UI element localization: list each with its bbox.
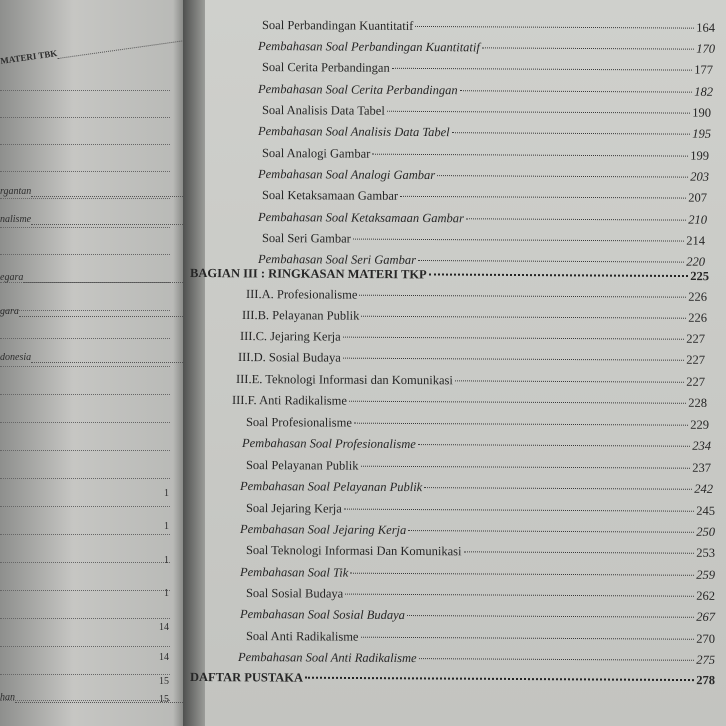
toc-entry-title: Soal Profesionalisme bbox=[245, 415, 352, 430]
left-page-page-number: 1 bbox=[164, 588, 169, 599]
toc-entry-title: Pembahasan Soal Analisis Data Tabel bbox=[257, 124, 450, 140]
left-page-dot-leader bbox=[0, 422, 170, 423]
left-page bbox=[0, 0, 183, 726]
left-page-dot-leader bbox=[0, 478, 170, 479]
toc-entry-title: Pembahasan Soal Jejaring Kerja bbox=[239, 522, 407, 538]
toc-entry bbox=[262, 188, 707, 206]
toc-entry-page-number: 270 bbox=[696, 631, 716, 646]
toc-entry-title: Pembahasan Soal Pelayanan Publik bbox=[239, 479, 423, 495]
left-page-dot-leader bbox=[0, 227, 170, 228]
left-page-page-number: 15 bbox=[159, 694, 169, 705]
toc-entry bbox=[258, 82, 713, 100]
toc-entry-page-number: 234 bbox=[692, 438, 712, 453]
toc-entry-page-number: 237 bbox=[692, 460, 712, 475]
toc-entry-title: Soal Sosial Budaya bbox=[245, 586, 344, 601]
toc-entry bbox=[238, 350, 705, 368]
left-page-page-number: 14 bbox=[159, 652, 169, 663]
toc-entry-title: Pembahasan Soal Profesionalisme bbox=[241, 436, 416, 452]
left-page-dot-leader bbox=[0, 366, 170, 367]
toc-entry bbox=[190, 670, 715, 688]
left-page-dot-leader bbox=[0, 171, 170, 172]
left-page-page-number: 15 bbox=[159, 676, 169, 687]
toc-entry bbox=[246, 415, 709, 433]
toc-entry-page-number: 203 bbox=[690, 169, 710, 184]
toc-entry-title: BAGIAN III : RINGKASAN MATERI TKP bbox=[189, 266, 427, 282]
left-page-dot-leader bbox=[0, 590, 170, 591]
left-page-entry-fragment: nalisme bbox=[0, 214, 32, 225]
left-page-page-number: 14 bbox=[159, 622, 169, 633]
dot-leader bbox=[344, 509, 694, 512]
toc-entry-title: III.C. Jejaring Kerja bbox=[239, 329, 341, 344]
dot-leader bbox=[343, 358, 684, 361]
toc-entry-title: Pembahasan Soal Tik bbox=[239, 565, 349, 580]
dot-leader bbox=[482, 47, 694, 49]
dot-leader bbox=[372, 154, 688, 157]
left-page-dot-leader bbox=[0, 562, 170, 563]
toc-entry-title: III.D. Sosial Budaya bbox=[237, 350, 341, 365]
toc-entry bbox=[246, 287, 707, 305]
toc-entry-page-number: 164 bbox=[696, 20, 716, 35]
toc-entry-page-number: 262 bbox=[696, 588, 716, 603]
left-page-entry-fragment: han bbox=[0, 692, 15, 703]
toc-entry bbox=[262, 60, 713, 78]
toc-entry bbox=[236, 372, 705, 390]
left-page-entry-fragment: rgantan bbox=[0, 186, 32, 197]
toc-entry-page-number: 245 bbox=[696, 503, 716, 518]
toc-entry bbox=[232, 393, 707, 411]
left-page-page-number: 1 bbox=[164, 521, 169, 532]
toc-entry-title: III.E. Teknologi Informasi dan Komunikasi bbox=[235, 372, 453, 388]
left-page-dot-leader bbox=[0, 117, 170, 118]
left-page-dot-leader bbox=[0, 310, 170, 311]
toc-entry-page-number: 207 bbox=[688, 190, 708, 205]
toc-entry bbox=[262, 18, 715, 36]
toc-entry bbox=[240, 329, 705, 347]
toc-entry bbox=[246, 586, 715, 604]
toc-entry-page-number: 229 bbox=[690, 417, 710, 432]
left-page-entry-fragment: gara bbox=[0, 306, 19, 317]
dot-leader bbox=[400, 196, 686, 199]
toc-entry-title: Soal Seri Gambar bbox=[261, 231, 351, 246]
toc-entry-title: Soal Analogi Gambar bbox=[261, 146, 371, 161]
toc-entry-title: Pembahasan Soal Analogi Gambar bbox=[257, 167, 436, 183]
left-page-page-number: 1 bbox=[164, 555, 169, 566]
toc-entry-page-number: 250 bbox=[696, 524, 716, 539]
toc-entry-page-number: 253 bbox=[696, 545, 716, 560]
toc-entry-page-number: 226 bbox=[688, 289, 708, 304]
left-page-dot-leader bbox=[0, 338, 170, 339]
toc-entry bbox=[240, 607, 715, 625]
toc-entry-page-number: 242 bbox=[694, 481, 714, 496]
toc-entry-page-number: 199 bbox=[690, 148, 710, 163]
toc-entry bbox=[262, 146, 709, 164]
toc-entry bbox=[238, 650, 715, 668]
left-page-dot-leader bbox=[0, 646, 170, 647]
toc-entry-title: Pembahasan Soal Cerita Perbandingan bbox=[257, 82, 458, 98]
dot-leader bbox=[407, 615, 694, 618]
toc-entry bbox=[258, 124, 711, 142]
left-page-dot-leader bbox=[0, 674, 170, 675]
toc-entry bbox=[240, 522, 715, 540]
toc-entry bbox=[262, 231, 705, 249]
left-page-dot-leader bbox=[0, 90, 170, 91]
toc-entry-title: Soal Anti Radikalisme bbox=[245, 629, 359, 644]
toc-entry-page-number: 227 bbox=[686, 374, 706, 389]
toc-entry bbox=[258, 39, 715, 57]
toc-entry-page-number: 259 bbox=[696, 567, 716, 582]
toc-entry-title: Pembahasan Soal Perbandingan Kuantitatif bbox=[257, 39, 480, 55]
dot-leader bbox=[359, 295, 686, 298]
left-page-entry-fragment: egara bbox=[0, 272, 24, 283]
toc-entry-page-number: 278 bbox=[696, 673, 716, 688]
dot-leader bbox=[460, 90, 693, 92]
dot-leader bbox=[424, 487, 692, 490]
toc-entry-title: Soal Teknologi Informasi Dan Komunikasi bbox=[245, 543, 462, 559]
left-page-page-number: 1 bbox=[164, 488, 169, 499]
left-page-dot-leader bbox=[0, 198, 170, 199]
toc-entry bbox=[240, 565, 715, 583]
toc-entry-title: Pembahasan Soal Seri Gambar bbox=[257, 252, 417, 267]
toc-entry-title: Soal Analisis Data Tabel bbox=[261, 103, 385, 118]
left-page-dot-leader bbox=[0, 144, 170, 145]
toc-entry bbox=[246, 458, 711, 476]
left-page-heading: MATERI TBK bbox=[0, 48, 58, 66]
toc-entry-page-number: 275 bbox=[696, 652, 716, 667]
toc-entry-title: III.A. Profesionalisme bbox=[245, 287, 358, 302]
dot-leader bbox=[429, 273, 689, 277]
toc-entry-title: Pembahasan Soal Anti Radikalisme bbox=[237, 650, 417, 666]
toc-entry bbox=[246, 543, 715, 561]
toc-entry bbox=[190, 266, 709, 284]
toc-entry-title: Pembahasan Soal Ketaksamaan Gambar bbox=[257, 210, 464, 226]
dot-leader bbox=[415, 26, 694, 29]
toc-entry-page-number: 227 bbox=[686, 331, 706, 346]
dot-leader bbox=[418, 444, 690, 447]
toc-entry-page-number: 170 bbox=[696, 41, 716, 56]
dot-leader bbox=[361, 316, 686, 319]
dot-leader bbox=[360, 466, 690, 469]
left-page-dot-leader bbox=[0, 506, 170, 507]
left-page-dot-leader bbox=[0, 534, 170, 535]
dot-leader bbox=[387, 111, 690, 114]
toc-entry bbox=[246, 501, 715, 519]
toc-entry bbox=[242, 308, 707, 326]
toc-entry-title: Soal Ketaksamaan Gambar bbox=[261, 188, 399, 203]
toc-entry-title: Soal Jejaring Kerja bbox=[245, 501, 342, 516]
toc-entry bbox=[258, 167, 709, 185]
dot-leader bbox=[418, 260, 684, 263]
dot-leader bbox=[437, 175, 688, 178]
toc-entry-page-number: 225 bbox=[690, 269, 710, 284]
toc-entry-title: III.B. Pelayanan Publik bbox=[241, 308, 360, 323]
toc-entry-title: Soal Cerita Perbandingan bbox=[261, 60, 390, 75]
toc-entry-page-number: 220 bbox=[686, 254, 706, 269]
dot-leader bbox=[349, 401, 686, 404]
dot-leader bbox=[360, 637, 694, 640]
toc-entry bbox=[262, 103, 711, 121]
dot-leader bbox=[350, 573, 694, 576]
toc-entry bbox=[240, 479, 713, 497]
left-page-dot-leader bbox=[0, 394, 170, 395]
page-edge-shadow bbox=[173, 0, 183, 726]
dot-leader bbox=[452, 132, 691, 134]
dot-leader bbox=[408, 530, 694, 533]
toc-entry-page-number: 228 bbox=[688, 395, 708, 410]
dot-leader bbox=[466, 218, 686, 220]
dot-leader bbox=[455, 380, 684, 382]
left-page-dot-leader bbox=[0, 254, 170, 255]
dot-leader bbox=[354, 423, 688, 426]
dot-leader bbox=[343, 337, 685, 340]
toc-entry-page-number: 210 bbox=[688, 212, 708, 227]
toc-entry bbox=[242, 436, 711, 454]
dot-leader bbox=[464, 551, 695, 553]
left-page-dot-leader bbox=[0, 618, 170, 619]
toc-entry-title: DAFTAR PUSTAKA bbox=[189, 670, 304, 685]
dot-leader bbox=[392, 68, 693, 71]
toc-entry-page-number: 195 bbox=[692, 126, 712, 141]
toc-entry-page-number: 177 bbox=[694, 62, 714, 77]
left-page-entry-fragment: donesia bbox=[0, 352, 32, 363]
toc-entry-page-number: 190 bbox=[692, 105, 712, 120]
toc-entry-title: Soal Pelayanan Publik bbox=[245, 458, 359, 473]
toc-entry-page-number: 267 bbox=[696, 609, 716, 624]
dot-leader bbox=[353, 239, 684, 242]
dot-leader bbox=[305, 677, 694, 681]
toc-entry-page-number: 226 bbox=[688, 310, 708, 325]
toc-entry-title: Pembahasan Soal Sosial Budaya bbox=[239, 607, 405, 623]
toc-entry-title: Soal Perbandingan Kuantitatif bbox=[261, 18, 414, 33]
dot-leader bbox=[419, 658, 695, 661]
left-page-dot-leader bbox=[0, 700, 170, 701]
toc-entry-page-number: 227 bbox=[686, 352, 706, 367]
toc-entry-page-number: 214 bbox=[686, 233, 706, 248]
toc-entry bbox=[258, 210, 707, 228]
toc-entry-page-number: 182 bbox=[694, 84, 714, 99]
dot-leader bbox=[345, 594, 694, 597]
left-page-dot-leader bbox=[0, 450, 170, 451]
toc-entry bbox=[246, 629, 715, 647]
toc-entry-title: III.F. Anti Radikalisme bbox=[231, 393, 348, 408]
